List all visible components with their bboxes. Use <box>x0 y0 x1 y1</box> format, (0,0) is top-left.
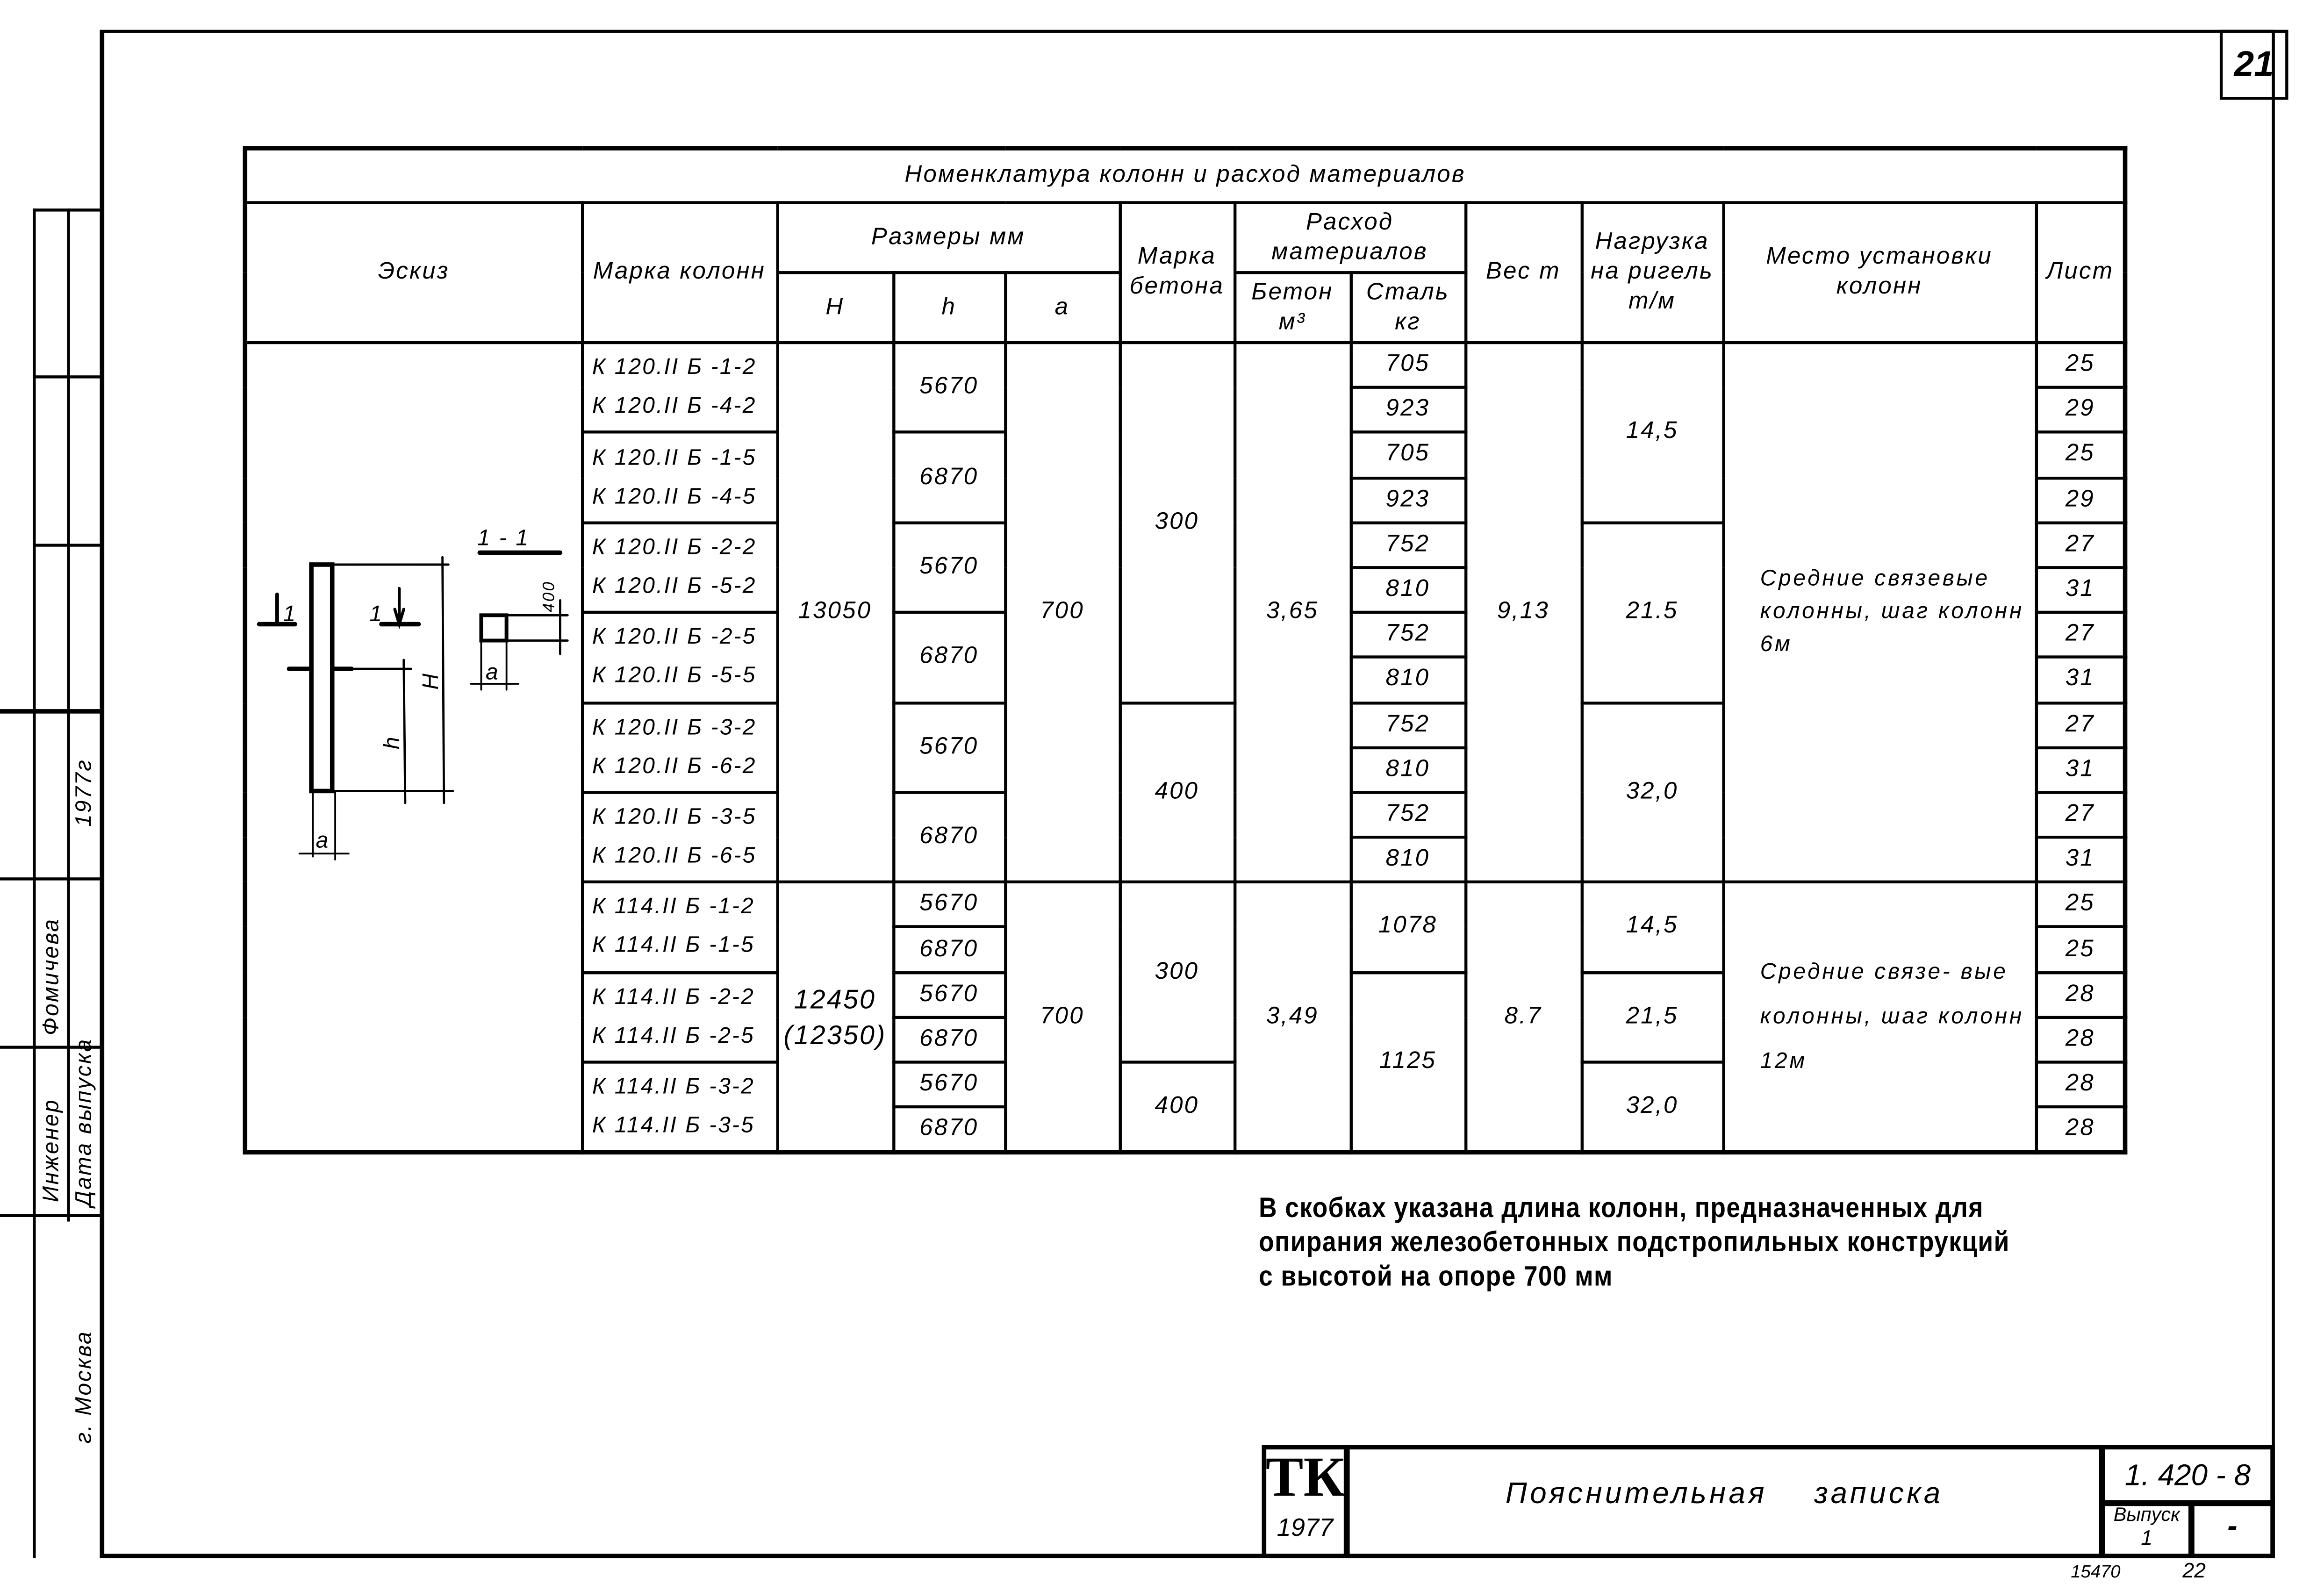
dim-h-value: 6870 <box>893 1107 1005 1153</box>
steel-value: 752 <box>1350 702 1465 747</box>
dim-h-value: 5670 <box>893 882 1005 927</box>
sheet-value: 27 <box>2036 702 2125 747</box>
issue-label: Выпуск <box>2113 1503 2180 1526</box>
dim-H-line: (12350) <box>783 1020 887 1050</box>
column-mark: К 120.II Б -4-5 <box>592 483 757 509</box>
column-mark-cell <box>582 792 777 882</box>
column-mark-cell <box>582 432 777 522</box>
load-value: 21,5 <box>1581 972 1723 1062</box>
sheet-value: 29 <box>2036 478 2125 523</box>
sheet-value: 28 <box>2036 1107 2125 1153</box>
document-code: 1. 420 - 8 <box>2124 1460 2251 1493</box>
section-dim-a-label: a <box>486 659 500 685</box>
header-a: a <box>1005 272 1119 343</box>
dim-a-label: a <box>316 828 330 853</box>
column-mark-cell <box>582 523 777 612</box>
column-mark: К 114.II Б -3-5 <box>592 1113 755 1139</box>
column-mark: К 120.II Б -5-2 <box>592 573 757 599</box>
load-value: 21.5 <box>1581 523 1723 702</box>
steel-value: 705 <box>1350 343 1465 387</box>
nomenclature-table <box>243 146 2128 1155</box>
cut-label-right: 1 <box>369 602 384 627</box>
dim-h-value: 6870 <box>893 792 1005 882</box>
stamp-city: г. Москва <box>71 1330 97 1444</box>
column-mark: К 120.II Б -2-2 <box>592 535 757 560</box>
column-mark-cell <box>582 702 777 792</box>
sketch-cell <box>245 343 581 1153</box>
stamp-release-date-label: Дата выпуска <box>71 1038 97 1207</box>
concrete-volume-value: 3,49 <box>1234 882 1351 1153</box>
table-title: Номенклатура колонн и расход материалов <box>245 148 2125 202</box>
header-dimensions: Размеры мм <box>777 202 1119 272</box>
steel-value: 810 <box>1350 567 1465 612</box>
dim-h-value: 5670 <box>893 972 1005 1017</box>
sheet-value: 31 <box>2036 837 2125 882</box>
footer-right: 22 <box>2182 1558 2206 1582</box>
sheet-value: 31 <box>2036 567 2125 612</box>
column-mark: К 120.II Б -6-2 <box>592 753 757 779</box>
column-mark-cell <box>582 1062 777 1153</box>
sheet-value: 25 <box>2036 927 2125 972</box>
dim-H-value <box>777 882 893 1153</box>
place-value: Средние связе- вые колонны, шаг колонн 12м <box>1723 882 2036 1153</box>
column-mark: К 114.II Б -1-2 <box>592 894 755 920</box>
load-value: 14,5 <box>1581 882 1723 972</box>
column-mark: К 120.II Б -3-5 <box>592 804 757 830</box>
header-h: h <box>893 272 1005 343</box>
dim-h-value: 5670 <box>893 1062 1005 1107</box>
header-weight: Вес т <box>1465 202 1582 343</box>
concrete-grade-value: 300 <box>1119 882 1234 1062</box>
tk-logo: ТК <box>1265 1446 1345 1509</box>
section-label: 1 - 1 <box>477 525 530 551</box>
stamp-role: Инженер <box>38 1098 65 1203</box>
footnote-line: опирания железобетонных подстропильных конструкций <box>1259 1227 2010 1259</box>
sheet-value: 31 <box>2036 747 2125 792</box>
document-title: Пояснительная записка <box>1505 1477 1944 1511</box>
header-sketch: Эскиз <box>245 202 581 343</box>
footnote-line: с высотой на опоре 700 мм <box>1259 1261 1613 1293</box>
sheet-value: 29 <box>2036 387 2125 432</box>
column-mark: К 114.II Б -2-5 <box>592 1023 755 1049</box>
column-mark-cell <box>582 343 777 432</box>
dim-H-line: 12450 <box>794 984 876 1014</box>
steel-value: 752 <box>1350 612 1465 657</box>
dim-h-value: 5670 <box>893 343 1005 432</box>
column-mark: К 114.II Б -1-5 <box>592 933 755 959</box>
header-load: Нагрузка на ригель т/м <box>1581 202 1723 343</box>
steel-value: 1125 <box>1350 972 1465 1153</box>
steel-value: 923 <box>1350 478 1465 523</box>
column-mark: К 120.II Б -4-2 <box>592 394 757 419</box>
column-mark: К 120.II Б -6-5 <box>592 843 757 869</box>
sheet-value: 27 <box>2036 792 2125 837</box>
dim-h-value: 6870 <box>893 1017 1005 1062</box>
sheet-value: 27 <box>2036 612 2125 657</box>
header-column-mark: Марка колонн <box>582 202 777 343</box>
dim-h-value: 6870 <box>893 432 1005 522</box>
weight-value: 9,13 <box>1465 343 1582 882</box>
header-concrete-grade: Марка бетона <box>1119 202 1234 343</box>
sheet-value: 25 <box>2036 343 2125 387</box>
dim-H-label: H <box>418 672 444 690</box>
concrete-grade-value: 300 <box>1119 343 1234 702</box>
steel-value: 810 <box>1350 747 1465 792</box>
column-sketch <box>247 344 578 880</box>
header-materials: Расход материалов <box>1234 202 1465 272</box>
steel-value: 705 <box>1350 432 1465 477</box>
column-mark: К 120.II Б -2-5 <box>592 624 757 650</box>
steel-value: 923 <box>1350 387 1465 432</box>
sheet-value: 25 <box>2036 432 2125 477</box>
sheet-value: 25 <box>2036 882 2125 927</box>
steel-value: 810 <box>1350 658 1465 702</box>
table-row <box>245 343 2125 387</box>
dim-h-value: 5670 <box>893 523 1005 612</box>
steel-value: 1078 <box>1350 882 1465 972</box>
header-H: H <box>777 272 893 343</box>
steel-value: 810 <box>1350 837 1465 882</box>
sheet-value: 31 <box>2036 658 2125 702</box>
cut-label-left: 1 <box>283 602 297 627</box>
issue-number: 1 <box>2141 1525 2153 1549</box>
header-concrete: Бетон м³ <box>1234 272 1351 343</box>
concrete-grade-value: 400 <box>1119 702 1234 882</box>
steel-value: 752 <box>1350 792 1465 837</box>
dim-400-label: 400 <box>539 580 558 612</box>
concrete-grade-value: 400 <box>1119 1062 1234 1153</box>
load-value: 32,0 <box>1581 702 1723 882</box>
sheet-value: 27 <box>2036 523 2125 567</box>
column-mark: К 114.II Б -3-2 <box>592 1074 755 1100</box>
dim-h-value: 6870 <box>893 612 1005 702</box>
column-mark-cell <box>582 972 777 1062</box>
sheet-value: 28 <box>2036 1062 2125 1107</box>
dim-a-value: 700 <box>1005 882 1119 1153</box>
header-place: Место установки колонн <box>1723 202 2036 343</box>
header-steel: Сталь кг <box>1350 272 1465 343</box>
column-mark: К 120.II Б -1-2 <box>592 355 757 380</box>
sheet-value: 28 <box>2036 972 2125 1017</box>
concrete-volume-value: 3,65 <box>1234 343 1351 882</box>
footnote <box>1259 1192 2010 1295</box>
sheet-cell: - <box>2227 1510 2238 1543</box>
header-sheet: Лист <box>2036 202 2125 343</box>
dim-h-value: 5670 <box>893 702 1005 792</box>
dim-h-value: 6870 <box>893 927 1005 972</box>
page-number: 21 <box>2220 30 2288 100</box>
place-value: Средние связевые колонны, шаг колонн 6м <box>1723 343 2036 882</box>
column-mark: К 114.II Б -2-2 <box>592 984 755 1010</box>
load-value: 32,0 <box>1581 1062 1723 1153</box>
stamp-year: 1977г <box>71 758 97 827</box>
column-mark: К 120.II Б -1-5 <box>592 444 757 470</box>
dim-H-value: 13050 <box>777 343 893 882</box>
logo-year: 1977 <box>1277 1513 1334 1542</box>
column-mark-cell <box>582 612 777 702</box>
column-mark: К 120.II Б -3-2 <box>592 714 757 740</box>
footer-left: 15470 <box>2071 1561 2121 1582</box>
dim-h-label: h <box>380 735 405 750</box>
stamp-name: Фомичева <box>38 917 65 1036</box>
footnote-line: В скобках указана длина колонн, предназначенных для <box>1259 1193 1984 1225</box>
steel-value: 752 <box>1350 523 1465 567</box>
load-value: 14,5 <box>1581 343 1723 523</box>
column-mark: К 120.II Б -5-5 <box>592 663 757 689</box>
column-mark-cell <box>582 882 777 972</box>
weight-value: 8.7 <box>1465 882 1582 1153</box>
sheet-value: 28 <box>2036 1017 2125 1062</box>
dim-a-value: 700 <box>1005 343 1119 882</box>
